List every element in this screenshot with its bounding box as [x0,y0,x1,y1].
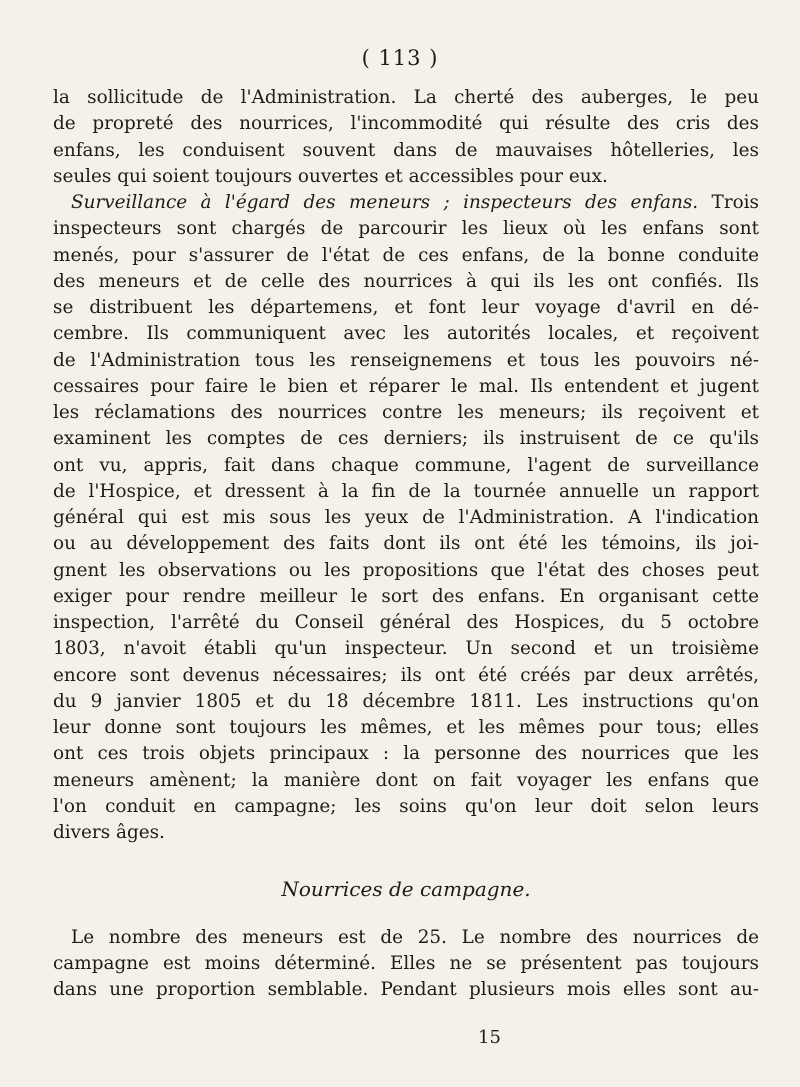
text-line: gnent les observations ou les propositions que l'état des choses peut [53,559,759,581]
text-line: exiger pour rendre meilleur le sort des enfans. En organisant cette [53,585,759,607]
text-line: de l'Hospice, et dressent à la fin de la tournée annuelle un rapport [53,480,759,502]
text-line: ont vu, appris, fait dans chaque commune, l'agent de surveillance [53,454,759,476]
signature-mark: 15 [478,1027,501,1048]
text-line: meneurs amènent; la manière dont on fait voyager les enfans que [53,769,759,791]
text-line: seules qui soient toujours ouvertes et accessibles pour eux. [53,165,608,187]
text-line: de propreté des nourrices, l'incommodité qui résulte des cris des [53,113,759,135]
text-line: cessaires pour faire le bien et réparer le mal. Ils entendent et jugent [53,375,759,397]
text-line: leur donne sont toujours les mêmes, et les mêmes pour tous; elles [53,717,759,738]
text-line: divers âges. [53,822,165,843]
page-number: ( 113 ) [361,46,439,70]
text-line: dans une proportion semblable. Pendant plusieurs mois elles sont au- [53,979,759,1000]
text-line: examinent les comptes de ces derniers; ils instruisent de ce qu'ils [53,428,759,450]
text-line: du 9 janvier 1805 et du 18 décembre 1811. Les instructions qu'on [53,690,759,712]
paragraph-opening-line [53,190,759,216]
text-line: de l'Administration tous les renseignemens et tous les pouvoirs né- [53,349,759,371]
text-line: menés, pour s'assurer de l'état de ces enfans, de la bonne conduite [53,244,759,266]
text-line: ou au développement des faits dont ils ont été les témoins, ils joi- [53,533,759,555]
text-line: les réclamations des nourrices contre les meneurs; ils reçoivent et [53,402,759,423]
text-fragment: Trois [711,192,759,213]
text-line: enfans, les conduisent souvent dans de mauvaises hôtelleries, les [53,139,759,161]
text-line: Le nombre des meneurs est de 25. Le nombre des nourrices de [71,926,759,948]
section-heading: Nourrices de campagne. [281,877,531,902]
text-line: l'on conduit en campagne; les soins qu'on leur doit selon leurs [53,795,759,817]
marginal-heading: Surveillance à l'égard des meneurs ; inspecteurs des enfans. [71,192,699,213]
text-line: inspecteurs sont chargés de parcourir les lieux où les enfans sont [53,218,759,240]
text-line: la sollicitude de l'Administration. La cherté des auberges, le peu [53,87,759,108]
text-line: inspection, l'arrêté du Conseil général des Hospices, du 5 octobre [53,612,759,633]
text-line: campagne est moins déterminé. Elles ne se présentent pas toujours [53,952,759,974]
text-line: se distribuent les départemens, et font leur voyage d'avril en dé- [53,297,759,318]
text-line: des meneurs et de celle des nourrices à qui ils les ont confiés. Ils [53,270,759,292]
text-line: encore sont devenus nécessaires; ils ont été créés par deux arrêtés, [53,664,759,686]
text-line: 1803, n'avoit établi qu'un inspecteur. Un second et un troisième [53,638,759,660]
text-line: général qui est mis sous les yeux de l'Administration. A l'indication [53,507,759,528]
text-line: cembre. Ils communiquent avec les autorités locales, et reçoivent [53,323,759,345]
page-text [53,85,759,1003]
text-line: ont ces trois objets principaux : la personne des nourrices que les [53,743,759,765]
